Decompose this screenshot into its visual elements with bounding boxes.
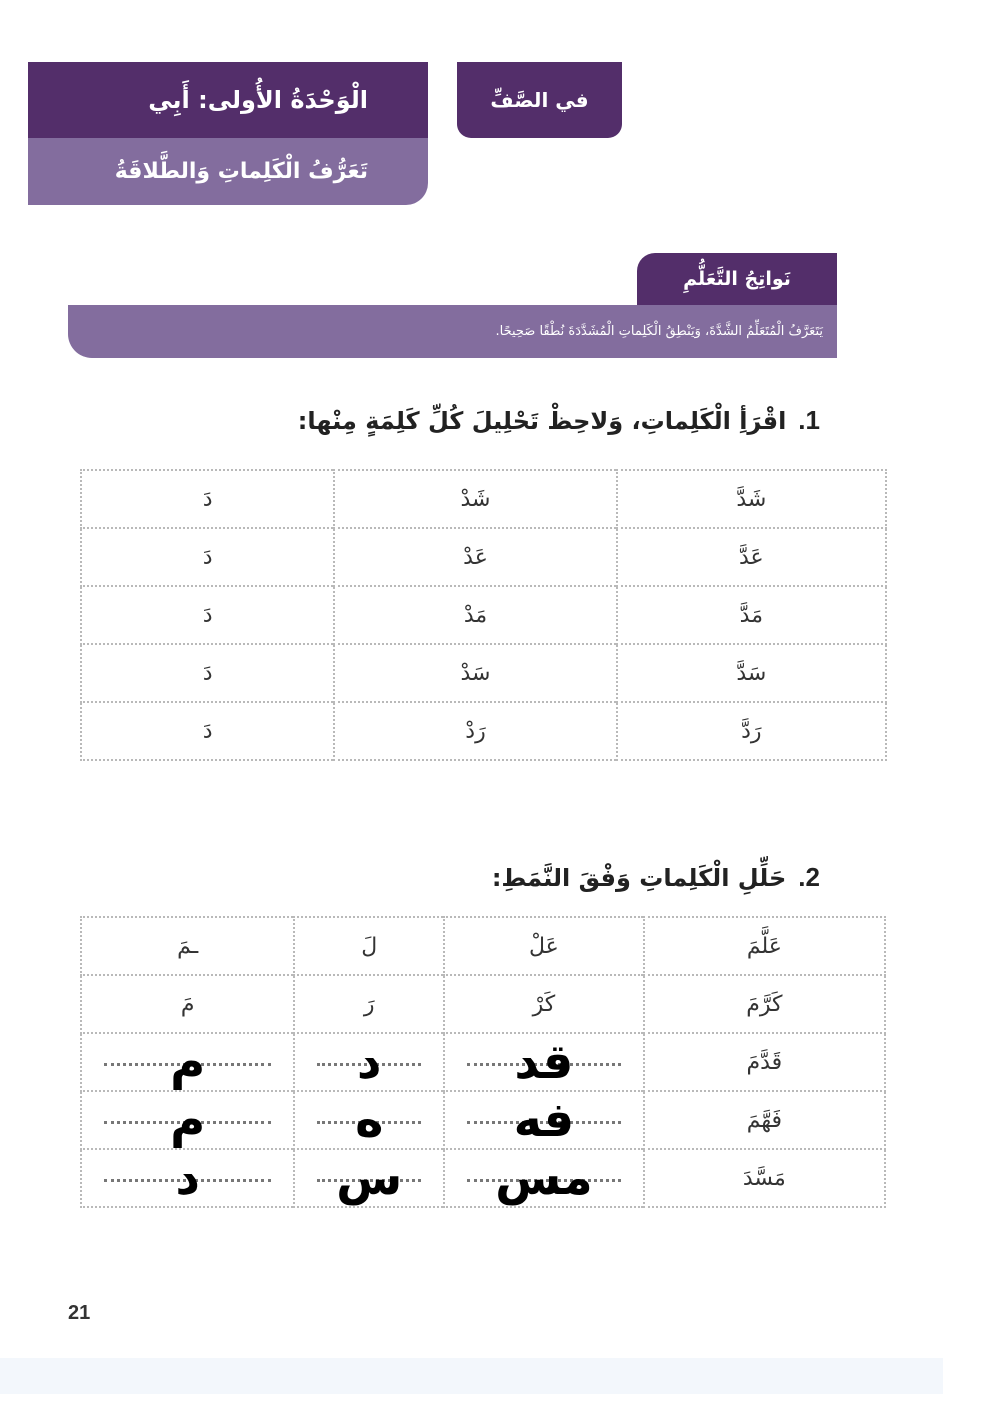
syllable-cell: دَ [81,470,334,528]
answer-cell[interactable] [294,1033,444,1091]
question-2-heading [492,862,820,893]
table-row [81,644,886,702]
syllable-cell: شَدْ [334,470,616,528]
question-1-text: اقْرَأِ الْكَلِماتِ، وَلاحِظْ تَحْلِيلَ كُلِّ كَلِمَةٍ مِنْها: [297,407,787,435]
syllable-cell: لَ [294,917,444,975]
handwritten-answer: م [170,1092,206,1148]
unit-header [28,62,428,205]
word-cell: قَدَّمَ [644,1033,885,1091]
syllable-cell: دَ [81,702,334,760]
syllable-cell: عَدْ [334,528,616,586]
handwritten-answer: س [336,1150,403,1206]
syllable-cell: سَدْ [334,644,616,702]
word-cell: فَهَّمَ [644,1091,885,1149]
word-cell: رَدَّ [617,702,886,760]
table-row [81,528,886,586]
question-1-number: 1. [798,405,820,435]
syllable-cell: ـمَ [81,917,294,975]
handwritten-answer: د [175,1150,201,1206]
answer-cell[interactable] [81,1091,294,1149]
table-row [81,917,885,975]
handwritten-answer: م [170,1034,206,1090]
table-row [81,586,886,644]
answer-cell[interactable] [294,1149,444,1207]
handwritten-answer: د [356,1034,382,1090]
answer-cell[interactable] [444,1033,644,1091]
syllable-cell: رَ [294,975,444,1033]
question-2-number: 2. [798,862,820,892]
answer-cell[interactable] [81,1033,294,1091]
table-row [81,1033,885,1091]
class-tab: في الصَّفِّ [457,62,622,138]
answer-cell[interactable] [444,1091,644,1149]
table-row [81,702,886,760]
handwritten-answer: ه [355,1092,384,1148]
syllable-cell: مَدْ [334,586,616,644]
word-cell: سَدَّ [617,644,886,702]
syllable-cell: مَ [81,975,294,1033]
word-cell: مَسَّدَ [644,1149,885,1207]
table-row [81,1149,885,1207]
answer-cell[interactable] [81,1149,294,1207]
answer-cell[interactable] [294,1091,444,1149]
syllable-cell: دَ [81,586,334,644]
syllable-cell: رَدْ [334,702,616,760]
outcomes-text: يَتَعَرَّفُ الْمُتَعَلِّمُ الشَّدَّةَ، وَيَنْطِقُ الْكَلِماتِ الْمُشَدَّدَةَ نُطْقًا صَحِيحًا. [68,305,837,358]
table-row [81,975,885,1033]
outcomes-title: نَواتِجُ التَّعَلُّمِ [637,253,837,305]
word-cell: مَدَّ [617,586,886,644]
question-2-text: حَلِّلِ الْكَلِماتِ وَفْقَ النَّمَطِ: [491,864,787,892]
table-row [81,1091,885,1149]
page-number: 21 [68,1302,91,1324]
syllable-cell: دَ [81,644,334,702]
handwritten-answer: مس [495,1150,593,1206]
handwritten-answer: قد [514,1034,574,1090]
analysis-table-1 [80,469,887,761]
handwritten-answer: فه [513,1092,575,1148]
question-1-heading [298,405,820,436]
word-cell: شَدَّ [617,470,886,528]
syllable-cell: دَ [81,528,334,586]
syllable-cell: كَرْ [444,975,644,1033]
syllable-cell: عَلْ [444,917,644,975]
word-cell: عَلَّمَ [644,917,885,975]
word-cell: عَدَّ [617,528,886,586]
analysis-table-2 [80,916,886,1208]
answer-cell[interactable] [444,1149,644,1207]
unit-subtitle: تَعَرُّفُ الْكَلِماتِ وَالطَّلاقَةُ [28,138,428,205]
table-row [81,470,886,528]
bottom-band [0,1358,943,1394]
word-cell: كَرَّمَ [644,975,885,1033]
unit-title: الْوَحْدَةُ الأُولى: أَبِي [28,62,428,138]
